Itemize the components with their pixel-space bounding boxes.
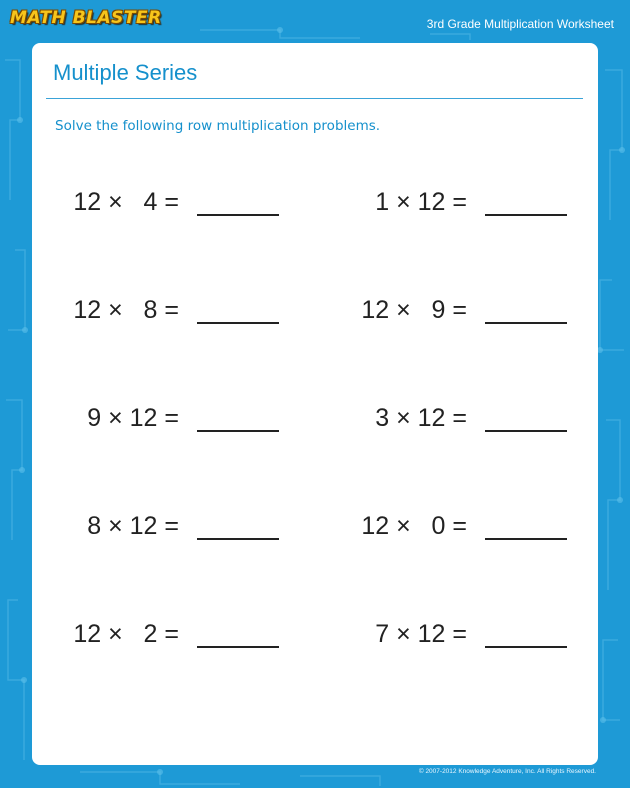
answer-blank[interactable] <box>485 430 567 432</box>
problem-row-4-left <box>32 512 279 552</box>
worksheet-grade-label: 3rd Grade Multiplication Worksheet <box>426 17 614 31</box>
problem-row-1-left <box>32 188 279 228</box>
title-divider <box>46 98 583 99</box>
problem-row-2-right <box>317 296 567 336</box>
answer-blank[interactable] <box>197 646 279 648</box>
problem-expression: 12 × 4 = <box>73 188 179 216</box>
answer-blank[interactable] <box>485 538 567 540</box>
problem-row-3-left <box>32 404 279 444</box>
problem-expression: 1 × 12 = <box>375 188 467 216</box>
answer-blank[interactable] <box>197 214 279 216</box>
answer-blank[interactable] <box>197 322 279 324</box>
problem-row-3-right <box>317 404 567 444</box>
answer-blank[interactable] <box>485 646 567 648</box>
answer-blank[interactable] <box>485 322 567 324</box>
problem-expression: 12 × 9 = <box>361 296 467 324</box>
problem-expression: 8 × 12 = <box>87 512 179 540</box>
instructions-text: Solve the following row multiplication problems. <box>55 118 381 134</box>
worksheet-sheet <box>32 43 598 765</box>
copyright-footer: © 2007-2012 Knowledge Adventure, Inc. All Rights Reserved. <box>418 768 596 775</box>
problem-expression: 12 × 0 = <box>361 512 467 540</box>
math-blaster-logo: MATH BLASTER <box>10 8 162 28</box>
problem-row-4-right <box>317 512 567 552</box>
answer-blank[interactable] <box>197 538 279 540</box>
answer-blank[interactable] <box>485 214 567 216</box>
problem-row-5-right <box>317 620 567 660</box>
problem-row-5-left <box>32 620 279 660</box>
problem-expression: 9 × 12 = <box>87 404 179 432</box>
answer-blank[interactable] <box>197 430 279 432</box>
problem-expression: 12 × 8 = <box>73 296 179 324</box>
page-title: Multiple Series <box>53 60 198 85</box>
problem-expression: 12 × 2 = <box>73 620 179 648</box>
problem-expression: 3 × 12 = <box>375 404 467 432</box>
problem-row-2-left <box>32 296 279 336</box>
problem-row-1-right <box>317 188 567 228</box>
problem-expression: 7 × 12 = <box>375 620 467 648</box>
